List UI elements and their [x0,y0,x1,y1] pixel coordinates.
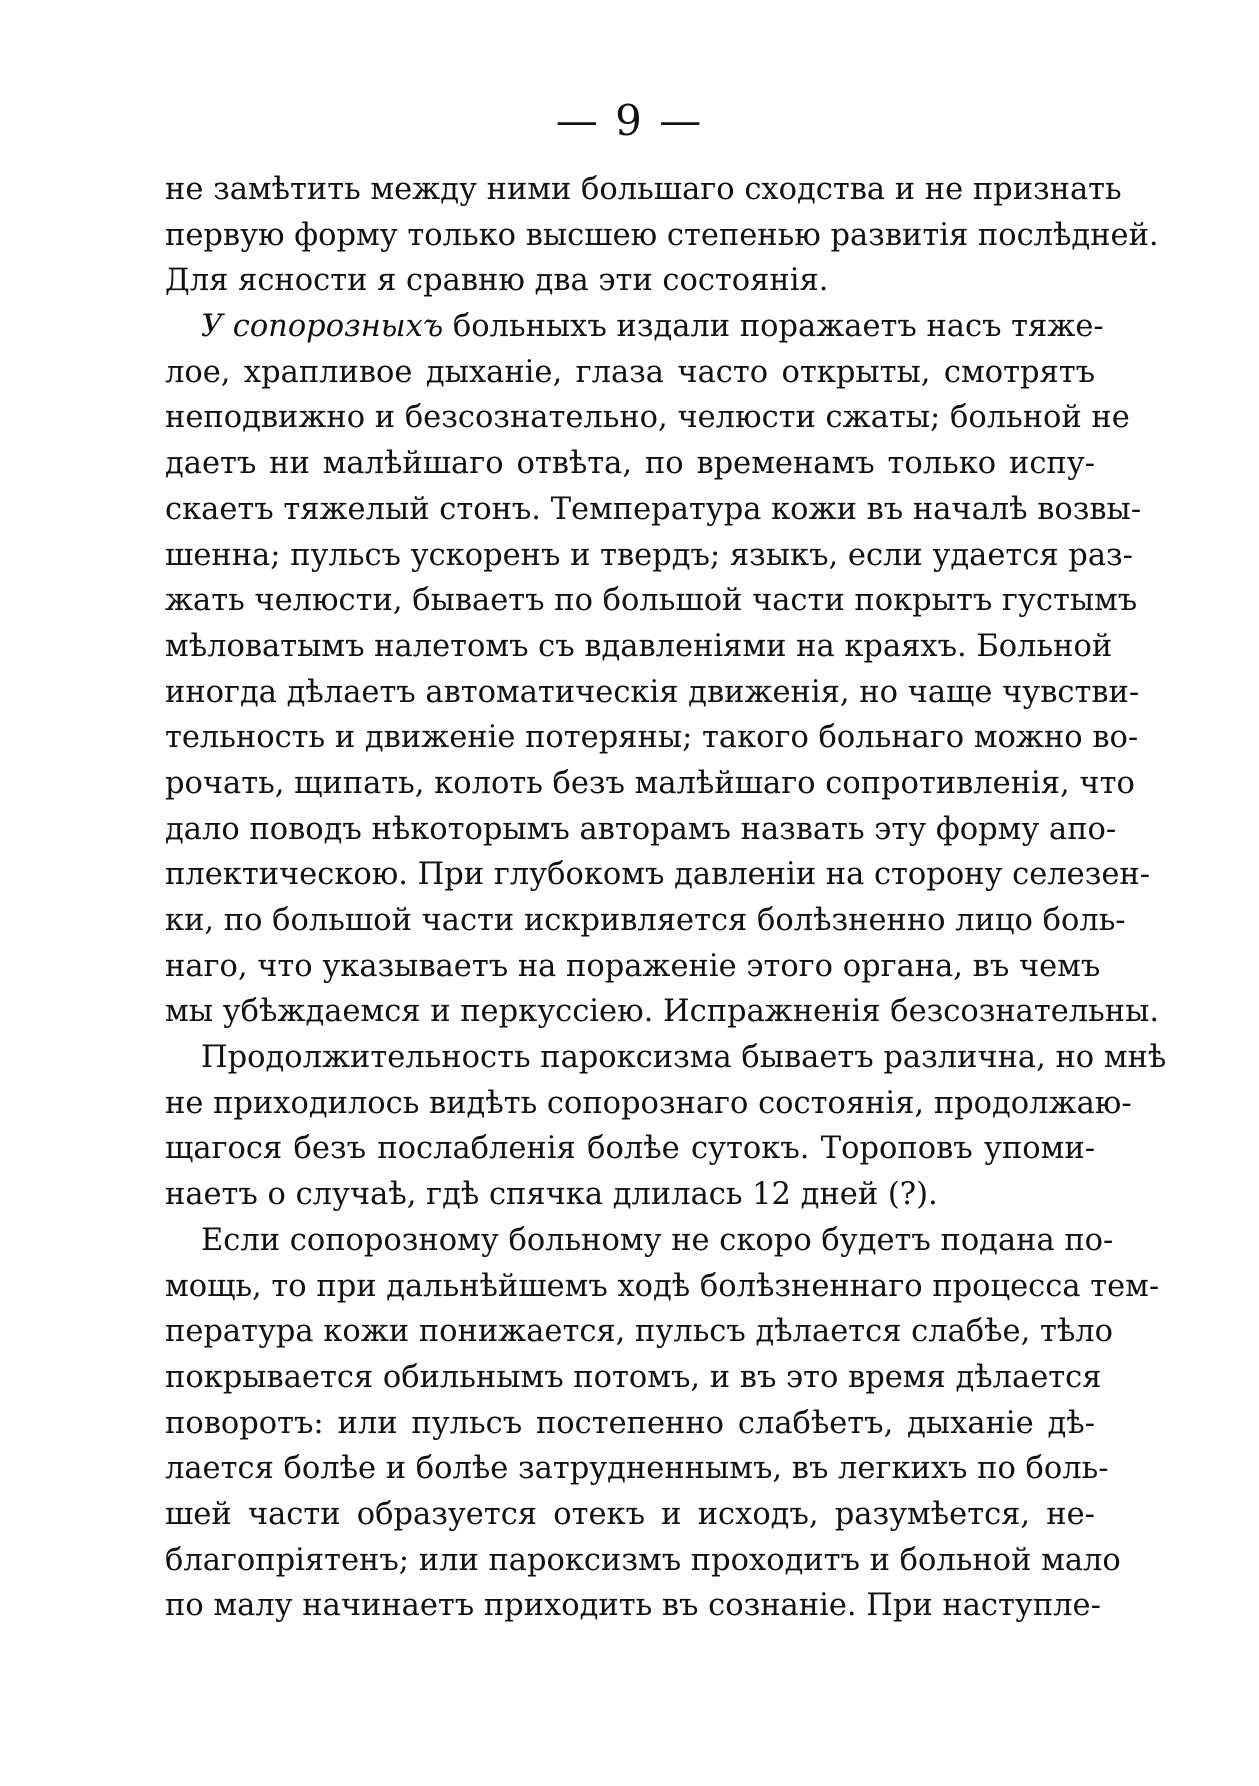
text-line: жать челюсти, бываетъ по большой части покрытъ густымъ [165,583,1138,619]
text-line: мощь, то при дальнѣйшемъ ходѣ болѣзненнаго процесса тем- [165,1268,1160,1304]
text-line: не приходилось видѣть сопорознаго состоянія, продолжаю- [165,1085,1132,1121]
text-line: мы убѣждаемся и перкуссіею. Испражненія безсознательны. [165,994,1160,1030]
italic-lead: У сопорозныхъ [201,309,444,345]
text-line: Продолжительность пароксизма бываетъ различна, но мнѣ [201,1040,1167,1076]
body-text [165,167,1167,1629]
page-number: — 9 — [555,96,704,145]
text-line: пература кожи понижается, пульсъ дѣлается слабѣе, тѣло [165,1314,1113,1350]
text-line: по малу начинаетъ приходить въ сознаніе. При наступле- [165,1588,1101,1624]
text-line-rest: больныхъ издали поражаетъ насъ тяже- [452,309,1104,345]
text-line: поворотъ: или пульсъ постепенно слабѣетъ, дыханіе дѣ- [165,1405,1095,1441]
text-line: тельность и движеніе потеряны; такого больнаго можно во- [165,720,1139,756]
text-line: наго, что указываетъ на пораженіе этого органа, въ чемъ [165,948,1101,984]
text-line: первую форму только высшею степенью развитія послѣдней. [165,217,1159,253]
text-line: ки, по большой части искривляется болѣзненно лицо боль- [165,903,1126,938]
text-line: шенна; пульсъ ускоренъ и твердъ; языкъ, если удается раз- [165,537,1133,573]
text-line [165,304,1104,350]
text-line: рочать, щипать, колоть безъ малѣйшаго сопротивленія, что [165,765,1135,801]
text-line: благопріятенъ; или пароксизмъ проходитъ и больной мало [165,1542,1121,1578]
text-line: мѣловатымъ налетомъ съ вдавленіями на краяхъ. Больной [165,628,1113,664]
text-line: иногда дѣлаетъ автоматическія движенія, но чаще чувстви- [165,674,1140,710]
text-line: Если сопорозному больному не скоро будетъ подана по- [201,1222,1114,1258]
text-line: не замѣтить между ними большаго сходства и не признать [165,172,1122,207]
text-line: Для ясности я сравню два эти состоянія. [165,263,829,299]
text-line: скаетъ тяжелый стонъ. Температура кожи въ началѣ возвы- [165,491,1142,527]
text-line: наетъ о случаѣ, гдѣ спячка длилась 12 дней (?). [165,1177,938,1213]
text-line: дало поводъ нѣкоторымъ авторамъ назвать эту форму апо- [165,811,1117,847]
text-line: шей части образуется отекъ и исходъ, разумѣется, не- [165,1496,1095,1532]
text-line: покрывается обильнымъ потомъ, и въ это время дѣлается [165,1359,1102,1395]
text-line: плектическою. При глубокомъ давленіи на сторону селезен- [165,857,1151,893]
text-line: даетъ ни малѣйшаго отвѣта, по временамъ только испу- [165,446,1095,482]
text-line: щагося безъ послабленія болѣе сутокъ. Тороповъ упоми- [165,1131,1095,1167]
text-line: лается болѣе и болѣе затрудненнымъ, въ легкихъ по боль- [165,1451,1109,1487]
text-line: неподвижно и безсознательно, челюсти сжаты; больной не [165,400,1130,436]
text-line: лое, храпливое дыханіе, глаза часто открыты, смотрятъ [165,354,1095,390]
